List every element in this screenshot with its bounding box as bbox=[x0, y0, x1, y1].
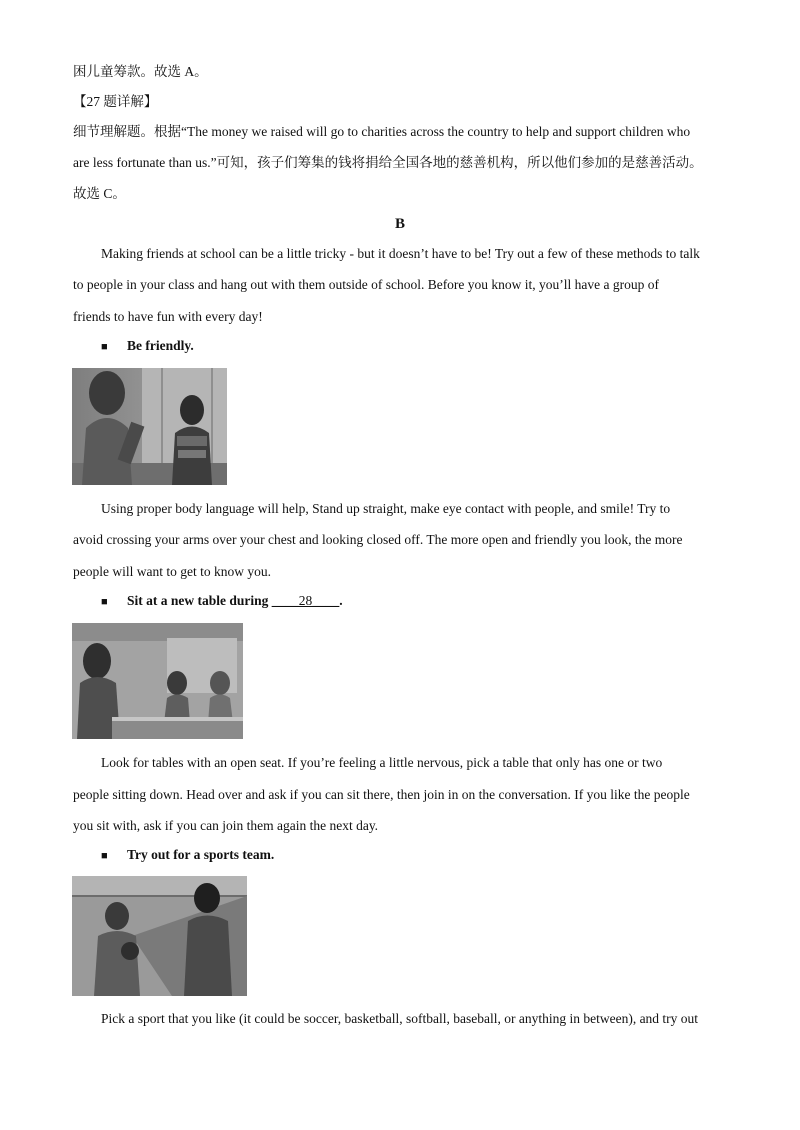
basketball-illustration bbox=[72, 876, 247, 996]
tip-body-line: you sit with, ask if you can join them again the next day. bbox=[73, 818, 379, 833]
bullet-icon: ■ bbox=[101, 341, 108, 353]
friendly-illustration bbox=[72, 368, 227, 485]
text-line: 细节理解题。根据“The money we raised will go to charities across the country to help and support children who bbox=[73, 124, 691, 139]
tip-body-line: Pick a sport that you like (it could be soccer, basketball, softball, baseball, or anything in between), and try out bbox=[101, 1011, 699, 1026]
intro-line: Making friends at school can be a little tricky - but it doesn’t have to be! Try out a few of these methods to talk bbox=[101, 246, 700, 261]
text-line: 困儿童筹款。故选 A。 bbox=[73, 64, 208, 79]
intro-line: friends to have fun with every day! bbox=[73, 309, 263, 324]
bullet-icon: ■ bbox=[101, 596, 108, 608]
bullet-icon: ■ bbox=[101, 850, 108, 862]
text-line: are less fortunate than us.”可知，孩子们筹集的钱将捐给全国各地的慈善机构，所以他们参加的是慈善活动。 bbox=[73, 155, 703, 170]
text-line: 【27 题详解】 bbox=[73, 94, 158, 109]
tip-body-line: Look for tables with an open seat. If you’re feeling a little nervous, pick a table that only has one or two bbox=[101, 755, 663, 770]
tip-heading: Try out for a sports team. bbox=[127, 847, 275, 862]
tip-body-line: people sitting down. Head over and ask if you can sit there, then join in on the conversation. If you like the people bbox=[73, 787, 690, 802]
section-title: B bbox=[394, 216, 405, 232]
tip-body-line: Using proper body language will help, Stand up straight, make eye contact with people, and smile! Try to bbox=[101, 501, 671, 516]
tip-heading: Be friendly. bbox=[127, 338, 194, 353]
cafeteria-illustration bbox=[72, 623, 243, 739]
text-line: 故选 C。 bbox=[73, 186, 126, 201]
answer-blank: ____28____ bbox=[271, 593, 340, 608]
intro-line: to people in your class and hang out with them outside of school. Before you know it, you’ll have a group of bbox=[73, 277, 660, 292]
tip-heading: Sit at a new table during ____28____. bbox=[127, 593, 343, 608]
tip-body-line: avoid crossing your arms over your chest and looking closed off. The more open and friendly you look, the more bbox=[73, 532, 683, 547]
tip-body-line: people will want to get to know you. bbox=[73, 564, 271, 579]
